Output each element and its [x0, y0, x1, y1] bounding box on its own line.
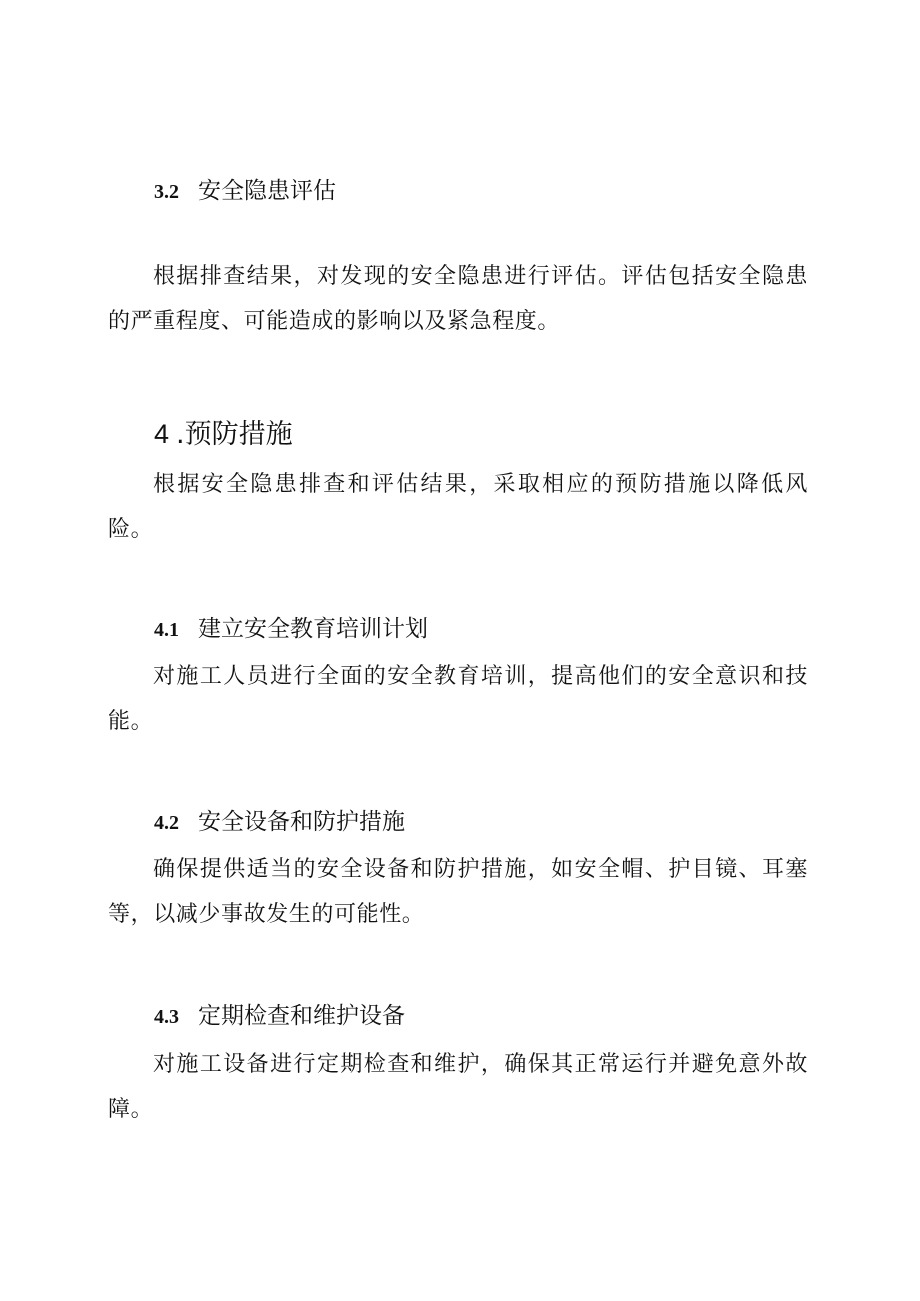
heading-title: 建立安全教育培训计划 [198, 616, 428, 642]
heading-number: 4.1 [154, 619, 179, 641]
paragraph-4-1: 对施工人员进行全面的安全教育培训，提高他们的安全意识和技能。 [108, 664, 808, 734]
paragraph-4-2: 确保提供适当的安全设备和防护措施，如安全帽、护目镜、耳塞等，以减少事故发生的可能性。 [108, 857, 808, 927]
paragraph-4-3: 对施工设备进行定期检查和维护，确保其正常运行并避免意外故障。 [108, 1052, 808, 1122]
heading-number: 4.3 [154, 1006, 179, 1028]
heading-title: 安全隐患评估 [198, 178, 336, 204]
heading-number: 4 [154, 419, 170, 449]
heading-4-1 [154, 614, 428, 645]
heading-4-2 [154, 807, 405, 838]
heading-4-3 [154, 1001, 405, 1032]
heading-3-2 [154, 176, 336, 207]
heading-4 [154, 416, 293, 453]
heading-title: 定期检查和维护设备 [198, 1003, 405, 1029]
heading-title: 安全设备和防护措施 [198, 809, 405, 835]
heading-number: 3.2 [154, 181, 179, 203]
paragraph-3-2: 根据排查结果，对发现的安全隐患进行评估。评估包括安全隐患的严重程度、可能造成的影响以及紧急程度。 [108, 264, 808, 334]
heading-number: 4.2 [154, 812, 179, 834]
paragraph-4: 根据安全隐患排查和评估结果，采取相应的预防措施以降低风险。 [108, 472, 808, 542]
heading-title: .预防措施 [176, 419, 293, 450]
